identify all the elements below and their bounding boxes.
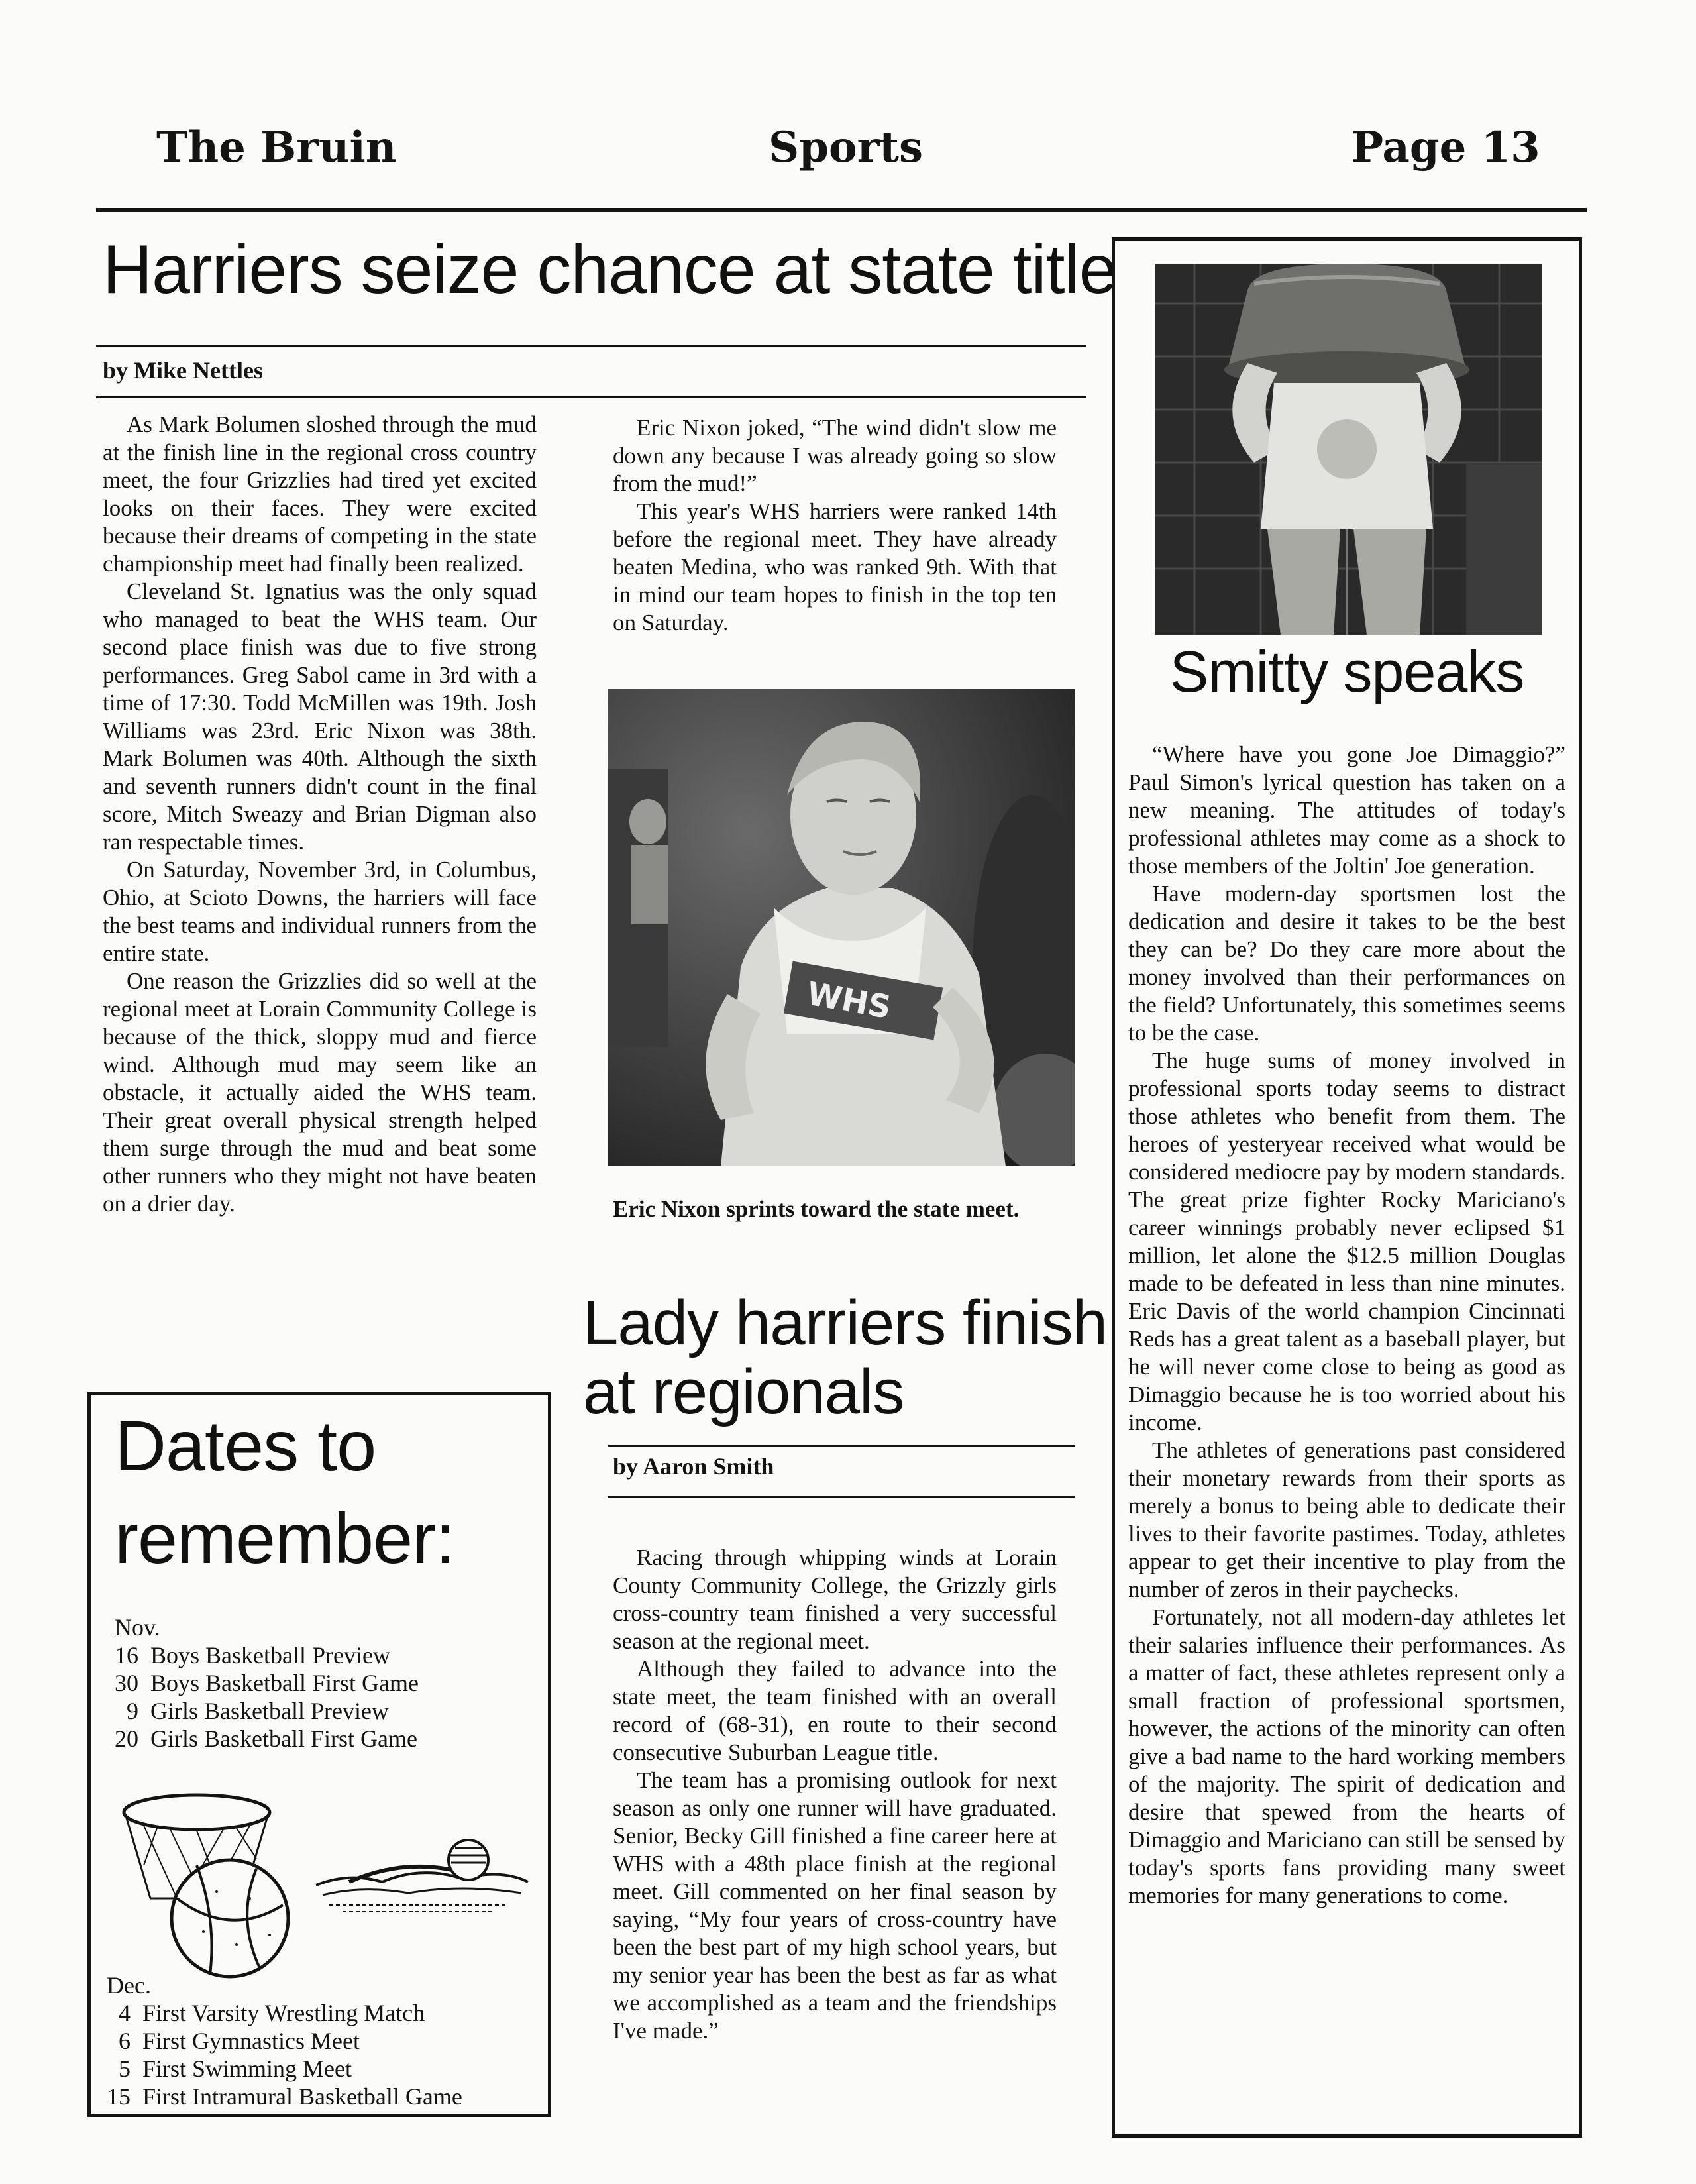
event-day: 5	[119, 2055, 131, 2082]
lady-story-body	[613, 1544, 1057, 2045]
list-item	[91, 1697, 419, 1725]
list-item	[91, 1725, 419, 1753]
main-story-col1	[103, 411, 537, 1218]
main-headline: Harriers seize chance at state title	[103, 231, 1117, 308]
paragraph: Racing through whipping winds at Lorain County Community College, the Grizzly girls cross-country team finished a very successful season at the regional meet.	[613, 1545, 1057, 1654]
lady-headline-line2: at regionals	[583, 1356, 904, 1427]
event-name: Girls Basketball First Game	[150, 1725, 417, 1752]
nov-list	[91, 1641, 419, 1753]
dates-title-line1: Dates to	[115, 1405, 376, 1486]
shirt-text: WHS	[804, 975, 894, 1026]
event-day: 4	[119, 2000, 131, 2026]
headline-rule	[96, 345, 1086, 347]
event-name: Girls Basketball Preview	[150, 1698, 389, 1724]
columnist-photo-image	[1155, 264, 1542, 635]
paragraph: Fortunately, not all modern-day athletes let their salaries influence their performances. As a matter of fact, these athletes represent only a small fraction of professional sportsmen, however, the actions of the minority can often give a bad name to the hard working members of the majority. The spirit of dedication and desire that spewed from the hearts of Dimaggio and Mariciano can still be sensed by today's sports fans providing many sweet memories for many generations to come.	[1128, 1604, 1565, 1908]
paragraph: Cleveland St. Ignatius was the only squad who managed to beat the WHS team. Our second place finish was due to five strong performances. Greg Sabol came in 3rd with a time of 17:30. Todd McMillen was 19th. Josh Williams was 23rd. Eric Nixon was 38th. Mark Bolumen was 40th. Although the sixth and seventh runners didn't count in the final score, Mitch Sweazy and Brian Digman also ran respectable times.	[103, 578, 537, 855]
paragraph: Although they failed to advance into the state meet, the team finished with an overall record of (68-31), en route to their second consecutive Suburban League title.	[613, 1656, 1057, 1765]
basketball-hoop-icon	[117, 1786, 316, 1985]
event-day: 16	[115, 1642, 138, 1668]
lady-byline: by Aaron Smith	[613, 1453, 774, 1480]
paragraph: One reason the Grizzlies did so well at the regional meet at Lorain Community College is because of the thick, sloppy mud and fierce wind. Although mud may seem like an obstacle, it actually aided the WHS team. Their great overall physical strength helped them surge through the mud and beat some other runners who they might not have beaten on a drier day.	[103, 968, 537, 1217]
list-item	[91, 1669, 419, 1697]
event-day: 15	[107, 2083, 131, 2110]
dates-title-line2: remember:	[115, 1498, 455, 1578]
main-story-col2	[613, 414, 1057, 637]
event-day: 30	[115, 1670, 138, 1696]
paragraph: The team has a promising outlook for next season as only one runner will have graduated. Senior, Becky Gill finished a fine career here at WHS with a 48th place finish at the regional meet. Gill commented on her final season by saying, “My four years of cross-country have been the best part of my high school years, but my senior year has been the best as far as what we accomplished as a team and the friendships I've made.”	[613, 1767, 1057, 2044]
list-item	[83, 1999, 462, 2027]
event-name: Boys Basketball Preview	[150, 1642, 390, 1668]
event-day: 9	[127, 1698, 138, 1724]
dec-list	[83, 1999, 462, 2110]
event-name: First Swimming Meet	[142, 2055, 352, 2082]
main-byline: by Mike Nettles	[103, 357, 263, 384]
dec-label: Dec.	[107, 1972, 151, 1998]
event-day: 6	[119, 2028, 131, 2054]
paragraph: The athletes of generations past considered their monetary rewards from their sports as merely a bonus to being able to dedicate their lives to their favorite pastimes. Today, athletes appear to get their incentive to play from the number of zeros in their paychecks.	[1128, 1437, 1565, 1602]
list-item	[83, 2027, 462, 2055]
byline-rule	[96, 396, 1086, 398]
paragraph: On Saturday, November 3rd, in Columbus, Ohio, at Scioto Downs, the harriers will face the best teams and individual runners from the entire state.	[103, 857, 537, 966]
paragraph: Eric Nixon joked, “The wind didn't slow me down any because I was already going so slow from the mud!”	[613, 415, 1057, 496]
lady-byline-rule	[608, 1496, 1075, 1498]
runner-photo	[608, 689, 1075, 1166]
paragraph: This year's WHS harriers were ranked 14th before the regional meet. They have already beaten Medina, who was ranked 9th. With that in mind our team hopes to finish in the top ten on Saturday.	[613, 498, 1057, 635]
event-name: First Gymnastics Meet	[142, 2028, 360, 2054]
columnist-photo	[1155, 264, 1542, 635]
paragraph: The huge sums of money involved in professional sports today seems to distract those athletes who benefit from them. The heroes of yesteryear received what would be considered mediocre pay by modern standards. The great prize fighter Rocky Mariciano's career winnings probably never eclipsed $1 million, let alone the $12.5 million Douglas made to be defeated in less than nine minutes. Eric Davis of the world champion Cincinnati Reds has a great talent as a baseball player, but he will never come close to being as good as Dimaggio because he is too worried about his income.	[1128, 1048, 1565, 1435]
column-headline: Smitty speaks	[1169, 639, 1524, 704]
dates-box	[87, 1392, 551, 2117]
event-name: First Varsity Wrestling Match	[142, 2000, 425, 2026]
paragraph: “Where have you gone Joe Dimaggio?” Paul Simon's lyrical question has taken on a new meaning. The attitudes of today's professional athletes may come as a shock to those members of the Joltin' Joe generation.	[1128, 741, 1565, 879]
nov-label: Nov.	[115, 1614, 160, 1641]
list-item	[91, 1641, 419, 1669]
paper-name: The Bruin	[156, 123, 397, 172]
column-body	[1128, 741, 1565, 1910]
paragraph: Have modern-day sportsmen lost the dedication and desire it takes to be the best they can be? Do they care more about the money involved than their performances on the field? Unfortunately, this sometimes seems to be the case.	[1128, 881, 1565, 1046]
paragraph: As Mark Bolumen sloshed through the mud at the finish line in the regional cross country meet, the four Grizzlies had tired yet excited looks on their faces. They were excited because their dreams of competing in the state championship meet had finally been realized.	[103, 411, 537, 576]
section-name: Sports	[768, 123, 923, 172]
list-item	[83, 2083, 462, 2110]
lady-headline-line1: Lady harriers finish	[583, 1287, 1108, 1358]
photo-caption: Eric Nixon sprints toward the state meet.	[613, 1196, 1020, 1222]
list-item	[83, 2055, 462, 2083]
event-name: First Intramural Basketball Game	[142, 2083, 462, 2110]
masthead-rule	[96, 208, 1587, 212]
smitty-column-box	[1112, 237, 1582, 2138]
swimmer-icon	[309, 1819, 535, 1925]
lady-headline-rule	[608, 1445, 1075, 1447]
event-name: Boys Basketball First Game	[150, 1670, 419, 1696]
runner-photo-image	[608, 689, 1075, 1166]
event-day: 20	[115, 1725, 138, 1752]
page-number: Page 13	[1352, 123, 1540, 172]
